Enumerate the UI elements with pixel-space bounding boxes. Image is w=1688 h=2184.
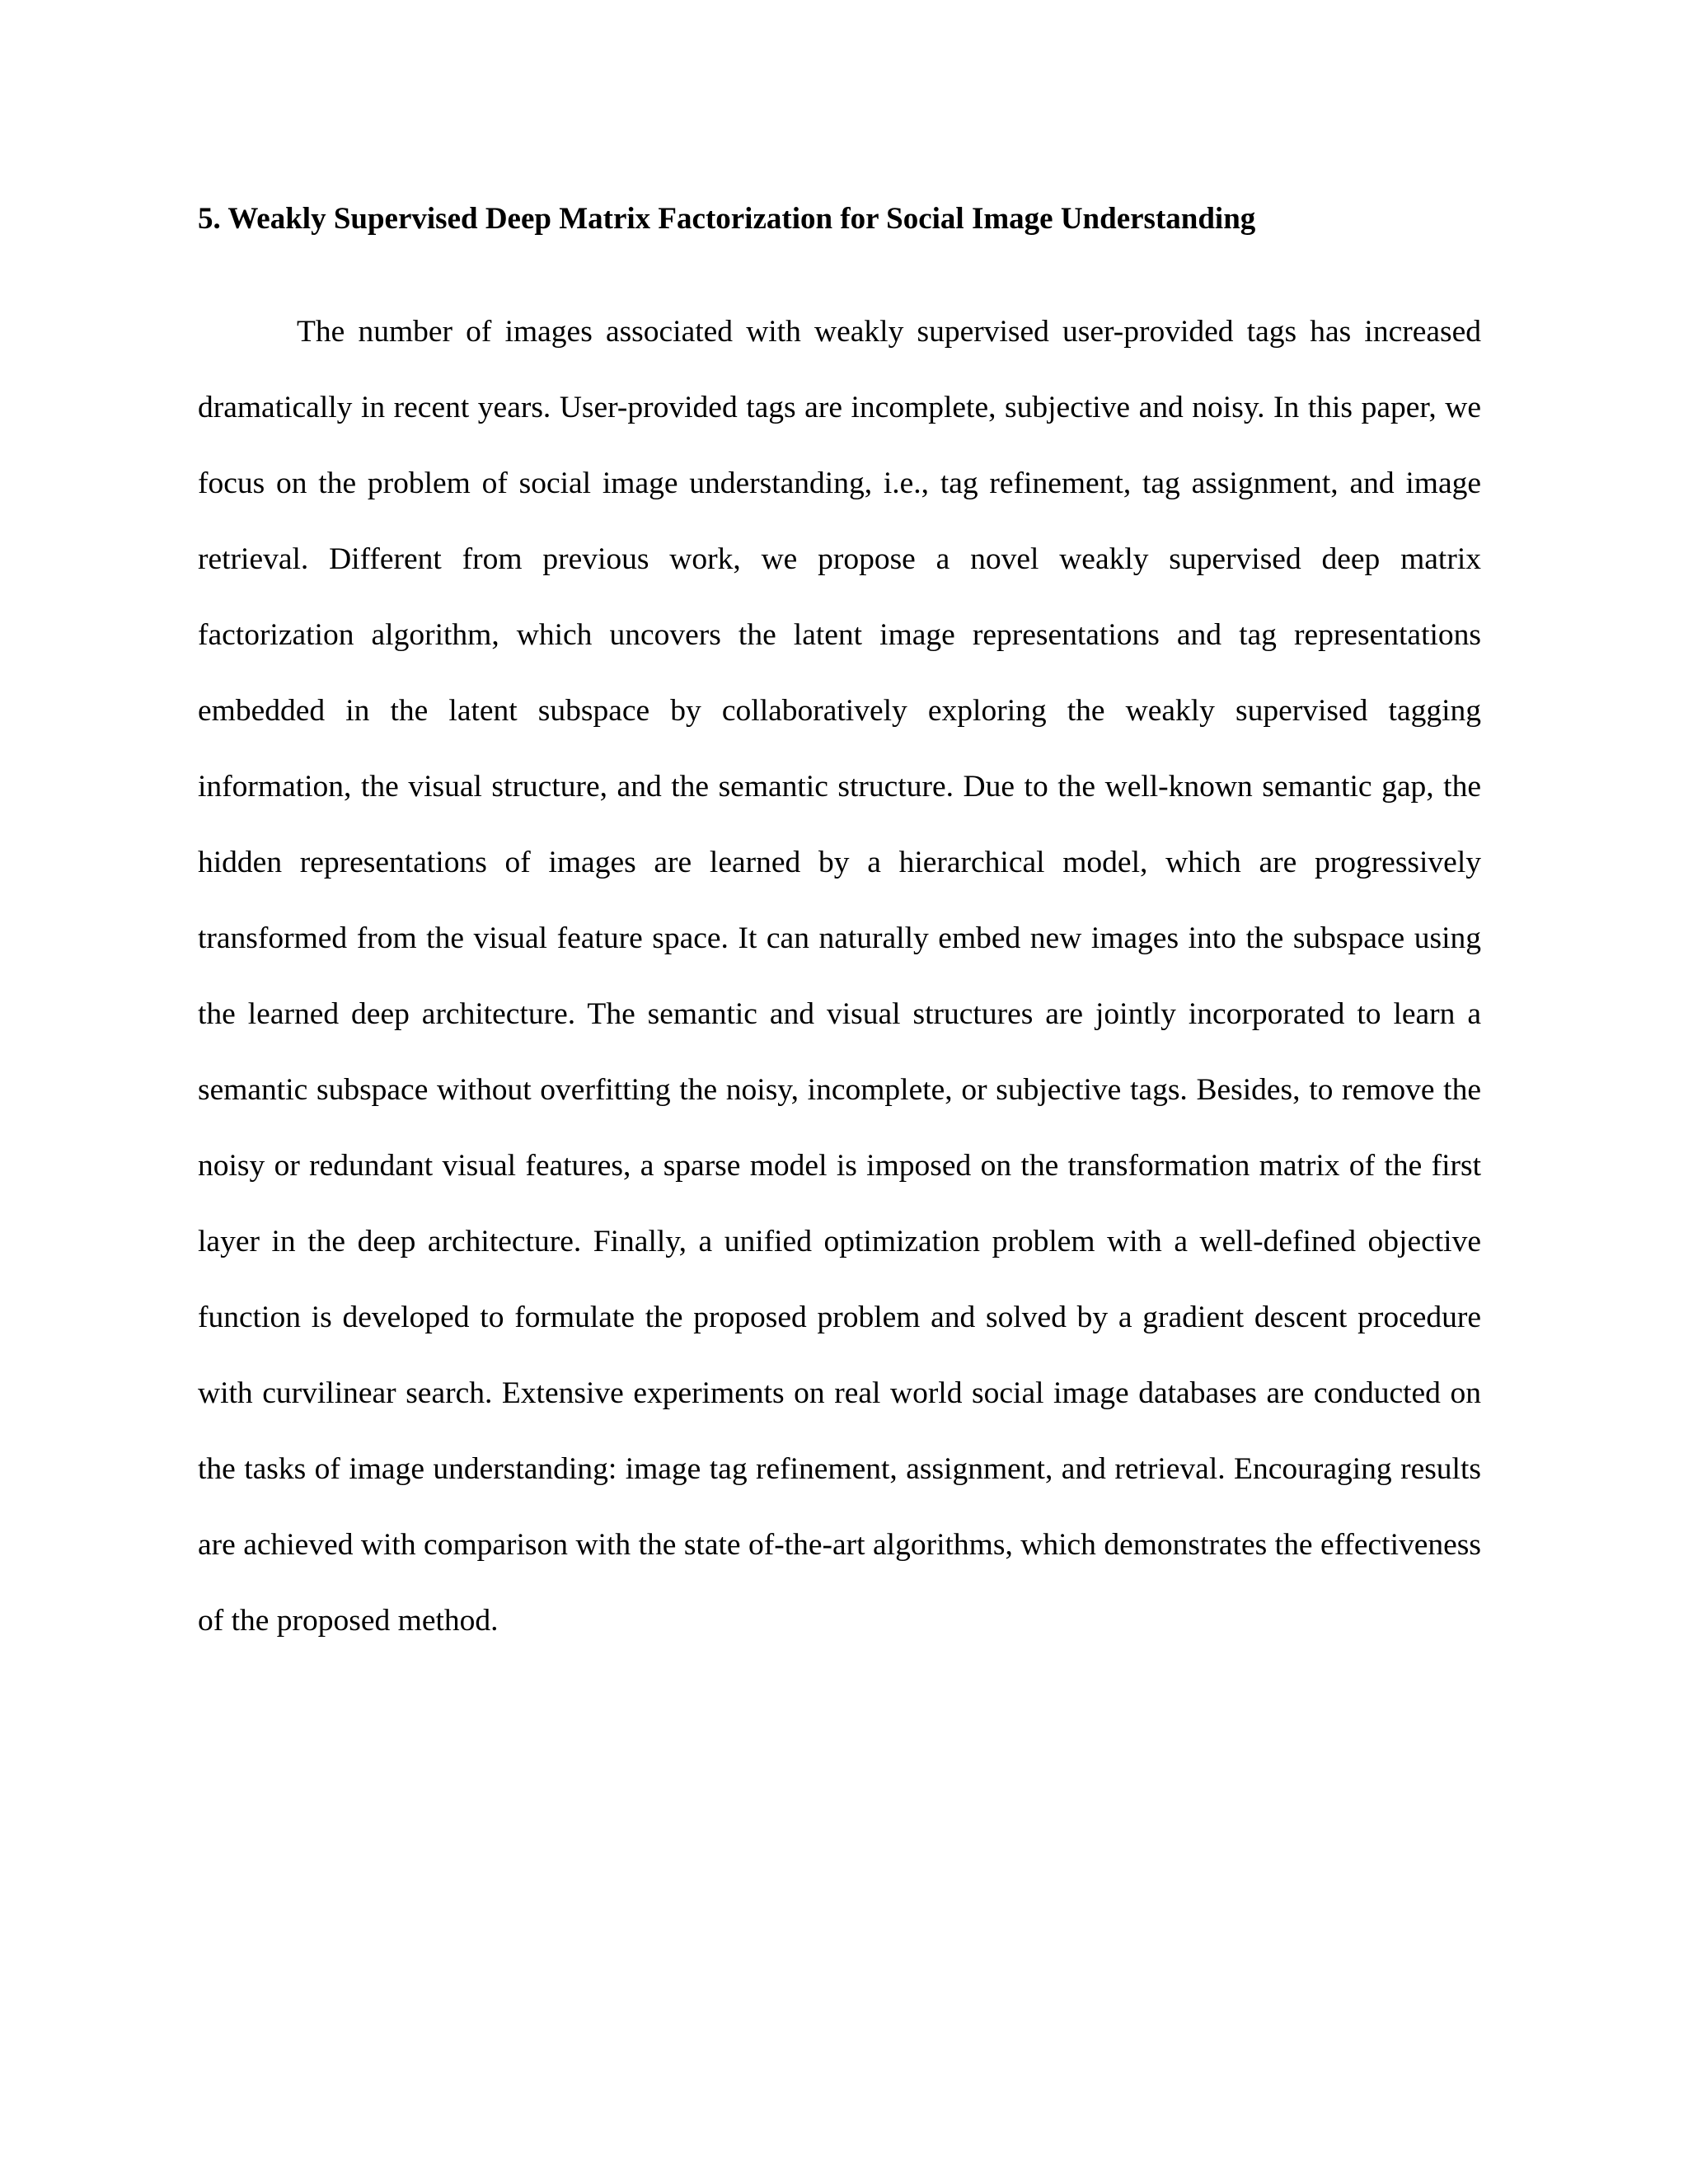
abstract-paragraph: The number of images associated with weakly supervised user-provided tags has increased dramatically in recent years. User-provided tags are incomplete, subjective and noisy. In this paper, we focus on the problem of social image understanding, i.e., tag refinement, tag assignment, and image retrieval. Different from previous work, we propose a novel weakly supervised deep matrix factorization algorithm, which uncovers the latent image representations and tag representations embedded in the latent subspace by collaboratively exploring the weakly supervised tagging information, the visual structure, and the semantic structure. Due to the well-known semantic gap, the hidden representations of images are learned by a hierarchical model, which are progressively transformed from the visual feature space. It can naturally embed new images into the subspace using the learned deep architecture. The semantic and visual structures are jointly incorporated to learn a semantic subspace without overfitting the noisy, incomplete, or subjective tags. Besides, to remove the noisy or redundant visual features, a sparse model is imposed on the transformation matrix of the first layer in the deep architecture. Finally, a unified optimization problem with a well-defined objective function is developed to formulate the proposed problem and solved by a gradient descent procedure with curvilinear search. Extensive experiments on real world social image databases are conducted on the tasks of image understanding: image tag refinement, assignment, and retrieval. Encouraging results are achieved with comparison with the state of-the-art algorithms, which demonstrates the effectiveness of the proposed method. bbox=[198, 315, 1481, 1638]
section-heading: 5. Weakly Supervised Deep Matrix Factorization for Social Image Understanding bbox=[198, 202, 1256, 236]
